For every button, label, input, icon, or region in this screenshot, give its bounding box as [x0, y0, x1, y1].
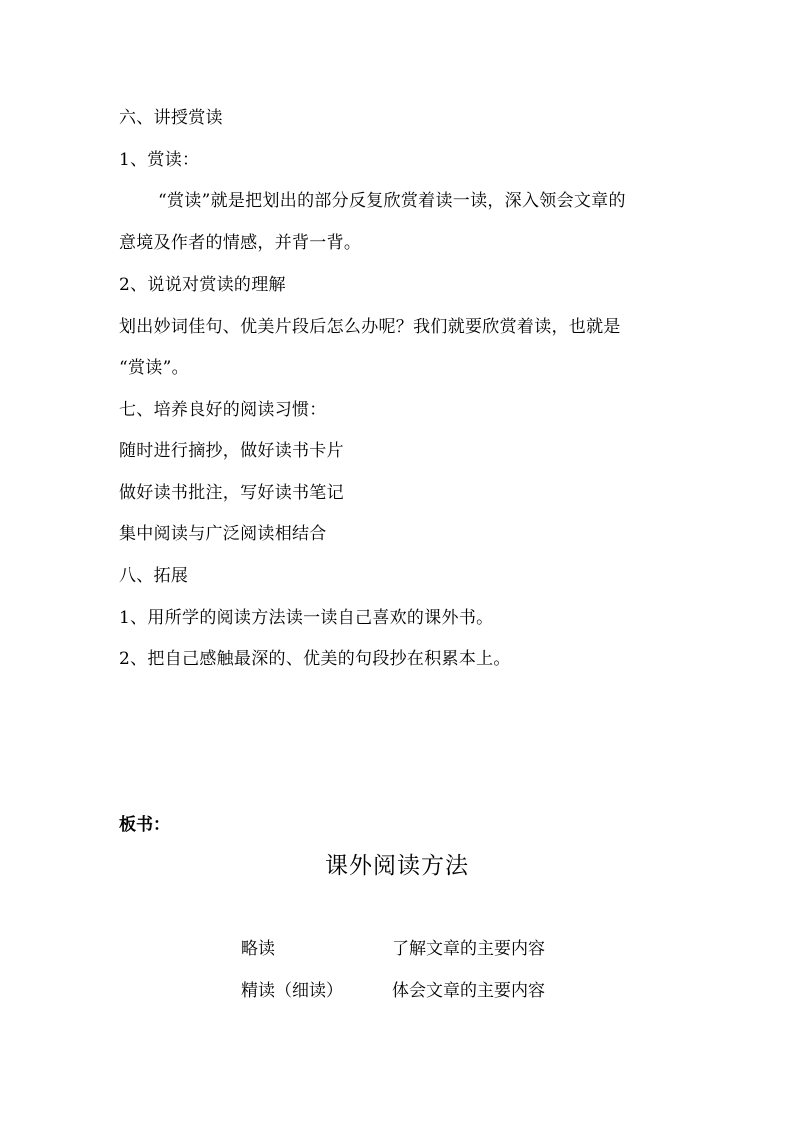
- section-6-item-2: 2、说说对赏读的理解: [119, 275, 286, 295]
- board-row-1-method: 略读: [241, 939, 275, 959]
- section-7-line-2: 做好读书批注，写好读书笔记: [119, 483, 344, 503]
- board-row-1-purpose: 了解文章的主要内容: [392, 939, 545, 959]
- section-6-paragraph-2-line-1: 划出妙词佳句、优美片段后怎么办呢？我们就要欣赏着读，也就是: [119, 317, 621, 337]
- board-row-2-method: 精读（细读）: [241, 981, 343, 1001]
- board-row-2-purpose: 体会文章的主要内容: [392, 981, 545, 1001]
- section-8-item-1: 1、用所学的阅读方法读一读自己喜欢的课外书。: [119, 608, 494, 628]
- section-6-paragraph-2-line-2: “赏读”。: [119, 358, 189, 378]
- section-7-heading: 七、培养良好的阅读习惯：: [119, 400, 327, 420]
- section-6-item-1: 1、赏读：: [119, 150, 200, 170]
- section-7-line-3: 集中阅读与广泛阅读相结合: [119, 524, 327, 544]
- board-label: 板书：: [119, 815, 170, 835]
- section-6-paragraph-1-line-2: 意境及作者的情感，并背一背。: [119, 233, 362, 253]
- section-6-heading: 六、讲授赏读: [119, 108, 223, 128]
- section-7-line-1: 随时进行摘抄，做好读书卡片: [119, 441, 344, 461]
- section-6-paragraph-1-line-1: “赏读”就是把划出的部分反复欣赏着读一读，深入领会文章的: [158, 191, 626, 211]
- section-8-heading: 八、拓展: [119, 566, 189, 586]
- board-title: 课外阅读方法: [325, 853, 469, 879]
- section-8-item-2: 2、把自己感触最深的、优美的句段抄在积累本上。: [119, 649, 511, 669]
